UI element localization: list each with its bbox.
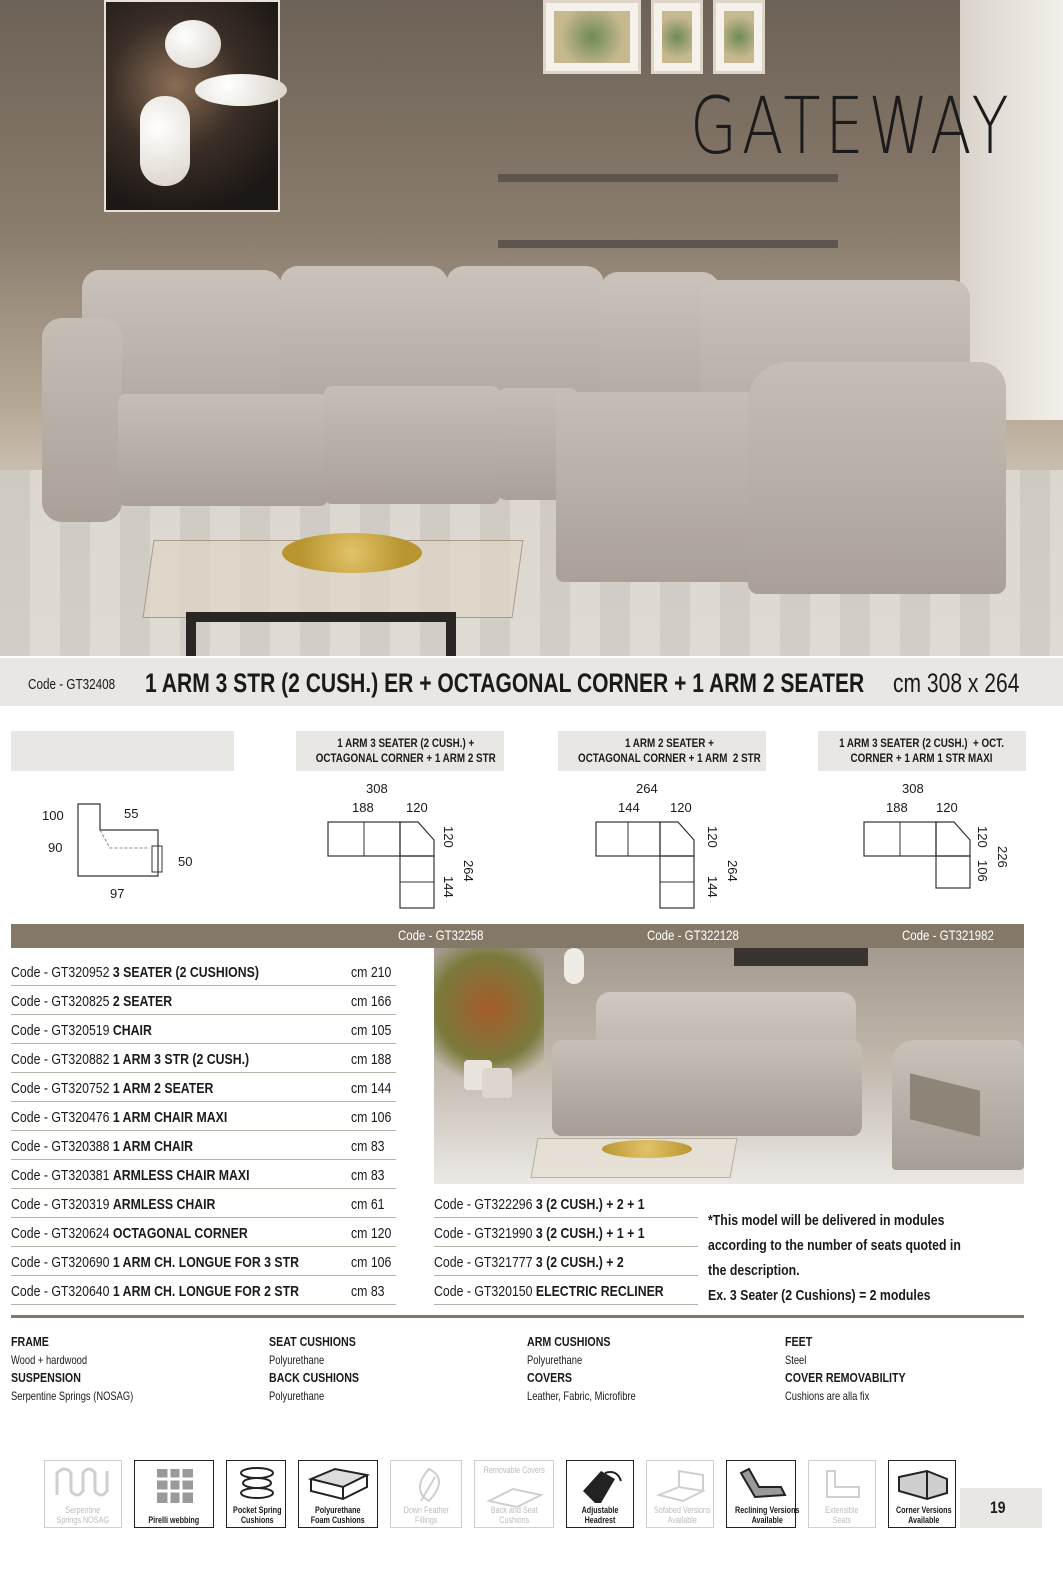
pendant-lamp (165, 20, 221, 68)
total-depth: 264 (461, 860, 476, 882)
element-row (11, 1074, 396, 1102)
total-width: 308 (366, 781, 388, 796)
dim-arm-height: 90 (48, 840, 63, 855)
page-number-box (960, 1488, 1042, 1528)
element-size: cm 83 (351, 1138, 385, 1155)
config-code: Code - GT321982 (902, 927, 994, 943)
set-row (434, 1248, 698, 1276)
depth-2: 144 (705, 876, 720, 898)
sofa-arm (42, 318, 122, 522)
spec-heading: BACK CUSHIONS (269, 1370, 360, 1385)
depth-1: 120 (705, 826, 720, 848)
brand-title: GATEWAY (690, 82, 1014, 172)
element-size: cm 105 (351, 1022, 392, 1039)
spec-heading: ARM CUSHIONS (527, 1334, 611, 1349)
element-row (11, 958, 396, 986)
note-line: the description. (708, 1262, 800, 1279)
spec-value: Steel (785, 1353, 807, 1367)
set-code-name: Code - GT320150 ELECTRIC RECLINER (434, 1283, 664, 1300)
spec-value: Polyurethane (269, 1353, 325, 1367)
blank-header-box (11, 731, 234, 771)
element-code-name: Code - GT320690 1 ARM CH. LONGUE FOR 3 STR (11, 1254, 299, 1271)
element-code-name: Code - GT320640 1 ARM CH. LONGUE FOR 2 STR (11, 1283, 299, 1300)
sofa-seat (324, 386, 500, 504)
main-size: cm 308 x 264 (893, 668, 1020, 698)
width-2: 120 (670, 800, 692, 815)
profile-diagram (70, 800, 170, 880)
living-room-photo (434, 948, 1024, 1184)
main-title: 1 ARM 3 STR (2 CUSH.) ER + OCTAGONAL CORNER + 1 ARM 2 SEATER (145, 668, 865, 698)
element-code-name: Code - GT320381 ARMLESS CHAIR MAXI (11, 1167, 250, 1184)
wall-shelf (498, 174, 838, 182)
spec-value: Wood + hardwood (11, 1353, 88, 1367)
element-row (11, 1161, 396, 1189)
foam-cushion-icon: Polyurethane Foam Cushions (298, 1460, 378, 1528)
set-code-name: Code - GT321777 3 (2 CUSH.) + 2 (434, 1254, 624, 1271)
extensible-seat-icon: Extensible Seats (808, 1460, 876, 1528)
element-size: cm 106 (351, 1109, 392, 1126)
config-header: 1 ARM 2 SEATER + OCTAGONAL CORNER + 1 ARM 2 STR (558, 731, 766, 771)
element-row (11, 1248, 396, 1276)
config-header: 1 ARM 3 SEATER (2 CUSH.) + OCTAGONAL CORNER + 1 ARM 2 STR (296, 731, 504, 771)
headrest-icon: Adjustable Headrest (566, 1460, 634, 1528)
depth-1: 120 (975, 826, 990, 848)
note-line: according to the number of seats quoted in (708, 1237, 961, 1254)
spec-heading: FEET (785, 1334, 813, 1349)
element-size: cm 106 (351, 1254, 392, 1271)
element-size: cm 83 (351, 1167, 385, 1184)
total-depth: 264 (725, 860, 740, 882)
config-code: Code - GT322128 (647, 927, 739, 943)
pendant-lamp (195, 74, 287, 106)
element-code-name: Code - GT320388 1 ARM CHAIR (11, 1138, 194, 1155)
dim-depth: 97 (110, 886, 125, 901)
spec-heading: SEAT CUSHIONS (269, 1334, 356, 1349)
element-code-name: Code - GT320624 OCTAGONAL CORNER (11, 1225, 248, 1242)
element-code-name: Code - GT320519 CHAIR (11, 1022, 152, 1039)
total-width: 308 (902, 781, 924, 796)
set-row (434, 1277, 698, 1305)
window-light (960, 0, 1063, 420)
corner-layout-diagram (594, 818, 704, 914)
sofa-seat (118, 394, 328, 506)
width-2: 120 (936, 800, 958, 815)
config-code: Code - GT32258 (398, 927, 484, 943)
note-line: *This model will be delivered in modules (708, 1212, 945, 1229)
depth-1: 120 (441, 826, 456, 848)
spec-heading: COVERS (527, 1370, 573, 1385)
note-line: Ex. 3 Seater (2 Cushions) = 2 modules (708, 1287, 931, 1304)
sofa-back-cushion (280, 266, 448, 396)
main-code: Code - GT32408 (28, 676, 116, 693)
element-code-name: Code - GT320476 1 ARM CHAIR MAXI (11, 1109, 228, 1126)
dim-seat-depth: 55 (124, 806, 139, 821)
element-row (11, 1132, 396, 1160)
spec-column (269, 1333, 379, 1405)
element-row (11, 1190, 396, 1218)
spec-column (527, 1333, 666, 1405)
sofabed-icon: Sofabed Versions Available (646, 1460, 714, 1528)
set-row (434, 1190, 698, 1218)
corner-layout-diagram (862, 818, 978, 894)
element-row (11, 1277, 396, 1305)
spec-value: Polyurethane (527, 1353, 583, 1367)
element-row (11, 1045, 396, 1073)
framed-print (651, 0, 703, 74)
width-1: 188 (352, 800, 374, 815)
width-1: 144 (618, 800, 640, 815)
depth-2: 106 (975, 860, 990, 882)
gold-bowl (282, 533, 422, 573)
total-depth: 226 (995, 846, 1010, 868)
depth-2: 144 (441, 876, 456, 898)
set-code-name: Code - GT321990 3 (2 CUSH.) + 1 + 1 (434, 1225, 645, 1242)
config-header: 1 ARM 3 SEATER (2 CUSH.) + OCT. CORNER + 1 ARM 1 STR MAXI (818, 731, 1026, 771)
config-code-banner (11, 924, 1024, 948)
section-divider (11, 1315, 1024, 1318)
spec-heading: FRAME (11, 1334, 49, 1349)
spec-column (11, 1333, 168, 1405)
spec-value: Serpentine Springs (NOSAG) (11, 1389, 134, 1403)
delivery-note (708, 1208, 1028, 1308)
element-size: cm 166 (351, 993, 392, 1010)
pirelli-webbing-icon: Pirelli webbing (134, 1460, 214, 1528)
removable-covers-icon: Removable Covers Back and Seat Cushions (474, 1460, 554, 1528)
corner-sofa-icon: Corner Versions Available (888, 1460, 956, 1528)
total-width: 264 (636, 781, 658, 796)
spec-value: Cushions are alla fix (785, 1389, 870, 1403)
dim-back-height: 100 (42, 808, 64, 823)
framed-print (543, 0, 641, 74)
element-code-name: Code - GT320752 1 ARM 2 SEATER (11, 1080, 214, 1097)
element-size: cm 144 (351, 1080, 392, 1097)
feather-icon: Down Feather Fillings (390, 1460, 462, 1528)
wall-shelf (498, 240, 838, 248)
page-number: 19 (990, 1498, 1006, 1517)
set-row (434, 1219, 698, 1247)
element-size: cm 83 (351, 1283, 385, 1300)
sofa-seat (556, 392, 756, 582)
element-code-name: Code - GT320882 1 ARM 3 STR (2 CUSH.) (11, 1051, 250, 1068)
element-code-name: Code - GT320319 ARMLESS CHAIR (11, 1196, 216, 1213)
element-size: cm 61 (351, 1196, 385, 1213)
element-size: cm 120 (351, 1225, 392, 1242)
hero-photo (0, 0, 1063, 656)
recliner-icon: Reclining Versions Available (726, 1460, 796, 1528)
pendant-lamp (140, 96, 190, 186)
framed-print (713, 0, 765, 74)
spec-heading: COVER REMOVABILITY (785, 1370, 906, 1385)
sofa-arm (748, 362, 1006, 594)
element-code-name: Code - GT320952 3 SEATER (2 CUSHIONS) (11, 964, 259, 981)
element-size: cm 188 (351, 1051, 392, 1068)
set-code-name: Code - GT322296 3 (2 CUSH.) + 2 + 1 (434, 1196, 645, 1213)
spec-value: Polyurethane (269, 1389, 325, 1403)
spec-value: Leather, Fabric, Microfibre (527, 1389, 636, 1403)
spec-heading: SUSPENSION (11, 1370, 81, 1385)
element-row (11, 1103, 396, 1131)
element-code-name: Code - GT320825 2 SEATER (11, 993, 173, 1010)
corner-layout-diagram (326, 818, 442, 914)
element-row (11, 1016, 396, 1044)
pocket-spring-icon: Pocket Spring Cushions (226, 1460, 286, 1528)
dim-seat-height: 50 (178, 854, 193, 869)
spec-column (785, 1333, 932, 1405)
table-legs (186, 612, 456, 656)
serpentine-springs-icon: Serpentine Springs NOSAG (44, 1460, 122, 1528)
width-1: 188 (886, 800, 908, 815)
main-code-bar (0, 658, 1063, 706)
element-size: cm 210 (351, 964, 392, 981)
width-2: 120 (406, 800, 428, 815)
element-row (11, 1219, 396, 1247)
element-row (11, 987, 396, 1015)
sofa-back-cushion (446, 266, 604, 396)
